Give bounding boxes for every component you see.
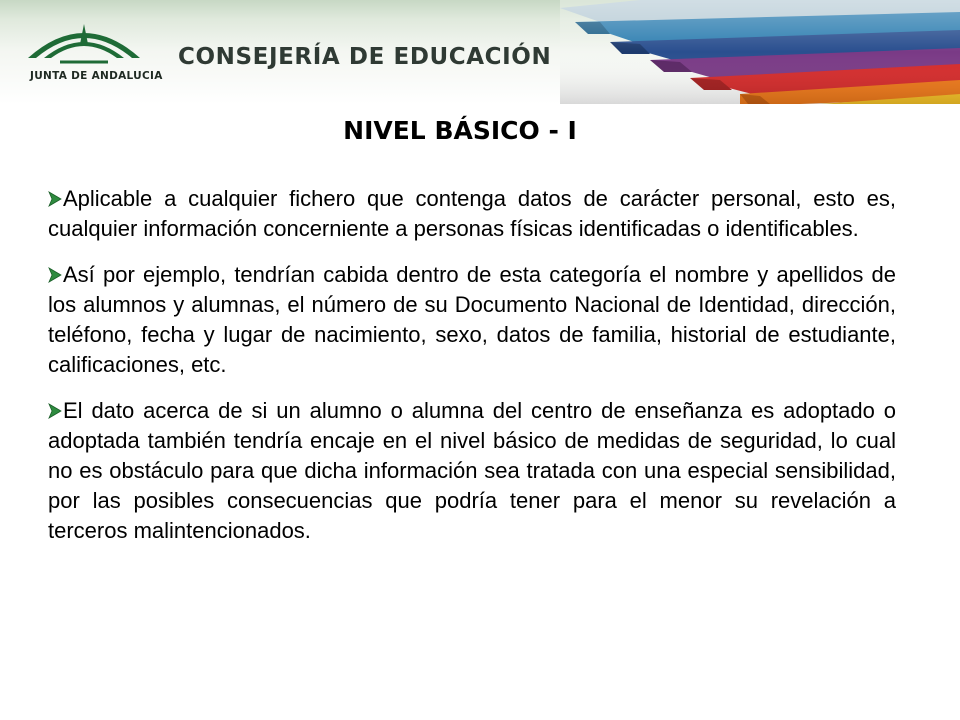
header-banner — [0, 0, 960, 104]
junta-de-andalucia-logo-icon — [22, 14, 152, 70]
arrow-bullet-icon — [48, 403, 62, 419]
list-item — [48, 396, 896, 546]
bullet-list — [48, 184, 896, 562]
page-title: NIVEL BÁSICO - I — [343, 116, 577, 145]
list-item — [48, 260, 896, 380]
bullet-text: Aplicable a cualquier fichero que contenga datos de carácter personal, esto es, cualquier información concerniente a personas físicas identificadas o identificables. — [48, 186, 896, 241]
arrow-bullet-icon — [48, 267, 62, 283]
org-name: JUNTA DE ANDALUCIA — [30, 70, 163, 82]
department-name: CONSEJERÍA DE EDUCACIÓN — [178, 44, 552, 70]
bullet-text: Así por ejemplo, tendrían cabida dentro de esta categoría el nombre y apellidos de los alumnos y alumnas, el número de su Documento Nacional de Identidad, dirección, teléfono, fecha y lugar de nacimiento, sexo, datos de familia, historial de estudiante, calificaciones, etc. — [48, 262, 896, 377]
bullet-text: El dato acerca de si un alumno o alumna del centro de enseñanza es adoptado o adoptada también tendría encaje en el nivel básico de medidas de seguridad, lo cual no es obstáculo para que dicha información sea tratada con una especial sensibilidad, por las posibles consecuencias que podría tener para el menor su revelación a terceros malintencionados. — [48, 398, 896, 543]
list-item — [48, 184, 896, 244]
arrow-bullet-icon — [48, 191, 62, 207]
